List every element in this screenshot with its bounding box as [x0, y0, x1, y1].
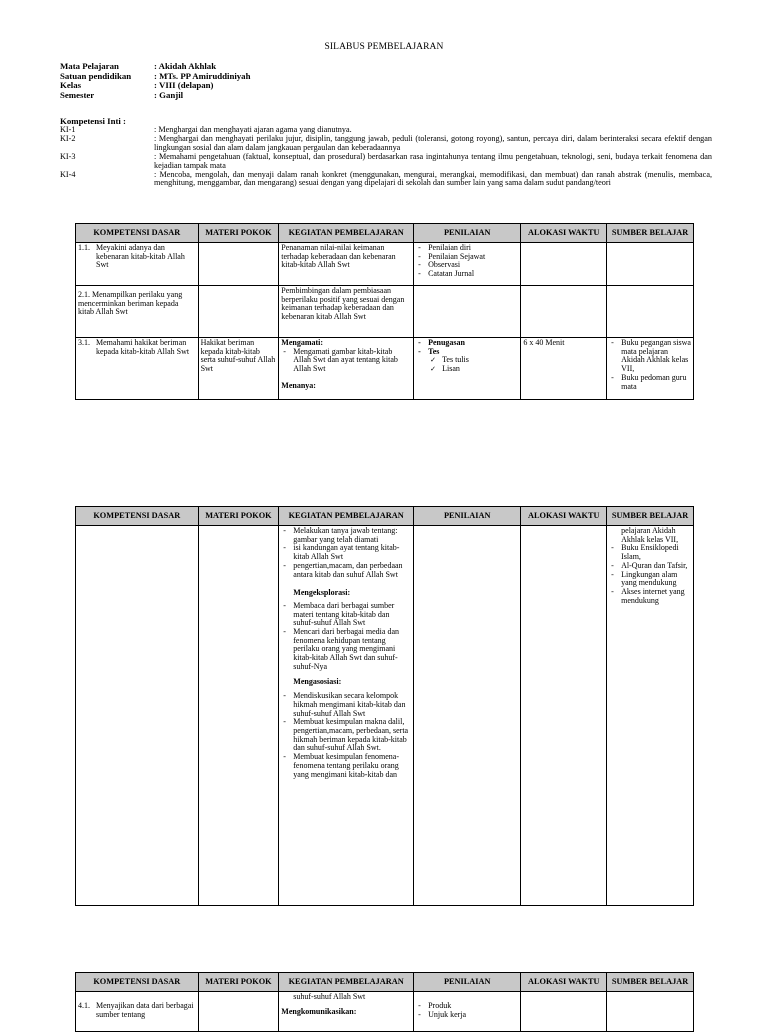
kegiatan-cell	[279, 338, 414, 400]
ki-code: KI-3	[60, 151, 76, 161]
meta-row-semester	[60, 91, 250, 101]
kegiatan-cell	[279, 526, 414, 906]
kd-cell	[76, 243, 199, 286]
ki-code: KI-2	[60, 133, 76, 143]
list-item: - Tes	[416, 348, 518, 357]
list-item: - isi kandungan ayat tentang kitab-kitab Allah Swt	[281, 544, 411, 561]
col-header-sumber-belajar: SUMBER BELAJAR	[607, 507, 694, 526]
ki-code: KI-1	[60, 125, 76, 134]
table-row	[76, 338, 694, 400]
sumber-cell	[607, 992, 694, 1032]
table-row	[76, 992, 694, 1032]
materi-cell: Hakikat beriman kepada kitab-kitab serta suhuf-suhuf Allah Swt	[198, 338, 279, 400]
sumber-cell	[607, 338, 694, 400]
penilaian-cell	[414, 992, 521, 1032]
alokasi-cell	[521, 243, 607, 286]
check-item: ✓ Lisan	[430, 365, 518, 374]
list-item: - Akses internet yang mendukung	[609, 588, 691, 605]
materi-cell	[198, 992, 279, 1032]
meta-value: : VIII (delapan)	[154, 80, 214, 91]
ki-text: : Menghargai dan menghayati perilaku jujur, disiplin, tanggung jawab, peduli (toleransi, gotong royong), santun, percaya diri, dalam berinteraksi secara efektif dengan lingkungan sosial dan alam dalam jangkauan pergaulan dan keberadaannya	[154, 133, 712, 152]
col-header-materi-pokok: MATERI POKOK	[198, 224, 279, 243]
table-header-row	[76, 507, 694, 526]
core-competence-list	[60, 126, 712, 188]
kd-text: 2.1. Menampilkan perilaku yang mencerminkan beriman kepada kitab Allah Swt	[78, 290, 183, 317]
col-header-kompetensi-dasar: KOMPETENSI DASAR	[76, 224, 199, 243]
list-item: - Membuat kesimpulan makna dalil, pengertian,macam, perbedaan, serta hikmah beriman kepada kitab-kitab dan suhuf-suhuf Allah Swt.	[281, 718, 411, 753]
list-item: - Membaca dari berbagai sumber materi tentang kitab-kitab dan suhuf-suhuf Allah Swt	[281, 602, 411, 628]
core-competence-heading: Kompetensi Inti :	[60, 116, 126, 126]
col-header-sumber-belajar: SUMBER BELAJAR	[607, 973, 694, 992]
kegiatan-cell	[279, 992, 414, 1032]
list-item: - Al-Quran dan Tafsir,	[609, 562, 691, 571]
list-item: - Penugasan	[416, 339, 518, 348]
alokasi-cell: 6 x 40 Menit	[521, 338, 607, 400]
list-item: - Mendiskusikan secara kelompok hikmah mengimani kitab-kitab dan suhuf-suhuf Allah Swt	[281, 692, 411, 718]
meta-label: Satuan pendidikan	[60, 70, 132, 81]
alokasi-cell	[521, 286, 607, 338]
col-header-kompetensi-dasar: KOMPETENSI DASAR	[76, 507, 199, 526]
list-item: - Observasi	[416, 261, 518, 270]
table-row	[76, 286, 694, 338]
col-header-alokasi-waktu: ALOKASI WAKTU	[521, 507, 607, 526]
col-header-alokasi-waktu: ALOKASI WAKTU	[521, 224, 607, 243]
kd-number: 4.1.	[78, 1001, 90, 1010]
col-header-kegiatan: KEGIATAN PEMBELAJARAN	[279, 973, 414, 992]
ki-text: : Menghargai dan menghayati ajaran agama yang dianutnya.	[154, 125, 352, 134]
kd-text: Menyajikan data dari berbagai sumber tentang	[96, 1001, 194, 1019]
subject-info	[60, 62, 250, 100]
meta-value: : Akidah Akhlak	[154, 61, 217, 71]
kd-cell	[76, 338, 199, 400]
section-heading-menanya: Menanya:	[281, 380, 316, 390]
col-header-materi-pokok: MATERI POKOK	[198, 507, 279, 526]
penilaian-cell	[414, 338, 521, 400]
sumber-cell	[607, 286, 694, 338]
list-item: - Penilaian diri	[416, 244, 518, 253]
kd-cell	[76, 992, 199, 1032]
col-header-materi-pokok: MATERI POKOK	[198, 973, 279, 992]
kd-cell	[76, 526, 199, 906]
meta-label: Mata Pelajaran	[60, 61, 119, 71]
table-header-row	[76, 973, 694, 992]
materi-cell	[198, 243, 279, 286]
col-header-penilaian: PENILAIAN	[414, 973, 521, 992]
meta-label: Semester	[60, 89, 95, 100]
kd-number: 3.1.	[78, 338, 90, 347]
list-item: - Mengamati gambar kitab-kitab Allah Swt dan ayat tentang kitab Allah Swt	[281, 348, 411, 374]
list-item: - Catatan Jurnal	[416, 270, 518, 279]
col-header-penilaian: PENILAIAN	[414, 507, 521, 526]
col-header-kompetensi-dasar: KOMPETENSI DASAR	[76, 973, 199, 992]
document-title: SILABUS PEMBELAJARAN	[324, 42, 444, 52]
penilaian-cell	[414, 526, 521, 906]
list-item: - pengertian,macam, dan perbedaan antara kitab dan suhuf Allah Swt	[281, 562, 411, 579]
materi-cell	[198, 286, 279, 338]
col-header-kegiatan: KEGIATAN PEMBELAJARAN	[279, 224, 414, 243]
list-item: - Buku pegangan siswa mata pelajaran Akidah Akhlak kelas VII,	[609, 339, 691, 374]
materi-cell	[198, 526, 279, 906]
alokasi-cell	[521, 992, 607, 1032]
col-header-penilaian: PENILAIAN	[414, 224, 521, 243]
kd-text: Memahami hakikat beriman kepada kitab-kitab Allah Swt	[96, 338, 190, 356]
list-item: - Produk	[416, 1002, 518, 1011]
kd-cell	[76, 286, 199, 338]
kd-number: 1.1.	[78, 243, 90, 252]
ki-code: KI-4	[60, 169, 76, 179]
list-item: - Melakukan tanya jawab tentang: gambar yang telah diamati	[281, 527, 411, 544]
alokasi-cell	[521, 526, 607, 906]
section-heading-mengamati: Mengamati:	[281, 338, 324, 347]
check-item: ✓ Tes tulis	[430, 356, 518, 365]
penilaian-cell	[414, 286, 521, 338]
meta-value: : MTs. PP Amiruddiniyah	[154, 70, 251, 81]
syllabus-table-page3	[75, 972, 694, 1032]
col-header-sumber-belajar: SUMBER BELAJAR	[607, 224, 694, 243]
list-item: - Buku Ensiklopedi Islam,	[609, 544, 691, 561]
list-item: - Penilaian Sejawat	[416, 253, 518, 262]
list-item: - Buku pedoman guru mata	[609, 374, 691, 391]
ki-text: : Mencoba, mengolah, dan menyaji dalam ranah konkret (menggunakan, mengurai, merangkai, memodifikasi, dan membuat) dan ranah abstrak (menulis, membaca, menghitung, menggambar, dan mengarang) sesuai dengan yang dipelajari di sekolah dan sumber lain yang sama dalam sudut pandang/teori	[154, 169, 712, 188]
meta-value: : Ganjil	[154, 89, 184, 100]
kegiatan-cell: Penanaman nilai-nilai keimanan terhadap keberadaan dan kebenaran kitab-kitab Allah Swt	[279, 243, 414, 286]
sumber-cell	[607, 526, 694, 906]
kegiatan-continuation: suhuf-suhuf Allah Swt	[293, 992, 366, 1001]
syllabus-table-page2	[75, 506, 694, 906]
syllabus-table-page1	[75, 223, 694, 400]
sumber-cell	[607, 243, 694, 286]
section-heading-mengkomunikasikan: Mengkomunikasikan:	[281, 1006, 357, 1016]
penilaian-cell	[414, 243, 521, 286]
sumber-continuation: pelajaran Akidah Akhlak kelas VII,	[621, 526, 679, 544]
kd-text: Meyakini adanya dan kebenaran kitab-kitab Allah Swt	[96, 243, 185, 270]
ki-text: : Memahami pengetahuan (faktual, konseptual, dan prosedural) berdasarkan rasa ingintahunya tentang ilmu pengetahuan, teknologi, seni, budaya terkait fenomena dan kejadian tampak mata	[154, 151, 712, 170]
ki-item	[60, 135, 712, 153]
section-heading-mengeksplorasi: Mengeksplorasi:	[293, 588, 351, 598]
meta-label: Kelas	[60, 80, 82, 91]
ki-item	[60, 153, 712, 171]
list-item: - Membuat kesimpulan fenomena-fenomena tentang perilaku orang yang mengimani kitab-kitab dan	[281, 753, 411, 779]
table-row	[76, 526, 694, 906]
list-item: - Unjuk kerja	[416, 1011, 518, 1020]
col-header-kegiatan: KEGIATAN PEMBELAJARAN	[279, 507, 414, 526]
section-heading-mengasosiasi: Mengasosiasi:	[293, 676, 342, 686]
table-row	[76, 243, 694, 286]
list-item: - Lingkungan alam yang mendukung	[609, 571, 691, 588]
list-item: - Mencari dari berbagai media dan fenomena kehidupan tentang perilaku orang yang mengimani kitab-kitab Allah Swt dan suhuf-suhuf-Nya	[281, 628, 411, 672]
table-header-row	[76, 224, 694, 243]
kegiatan-cell: Pembimbingan dalam pembiasaan berperilaku positif yang sesuai dengan keimanan terhadap keberadaan dan kebenaran kitab Allah Swt	[279, 286, 414, 338]
ki-item	[60, 171, 712, 189]
col-header-alokasi-waktu: ALOKASI WAKTU	[521, 973, 607, 992]
